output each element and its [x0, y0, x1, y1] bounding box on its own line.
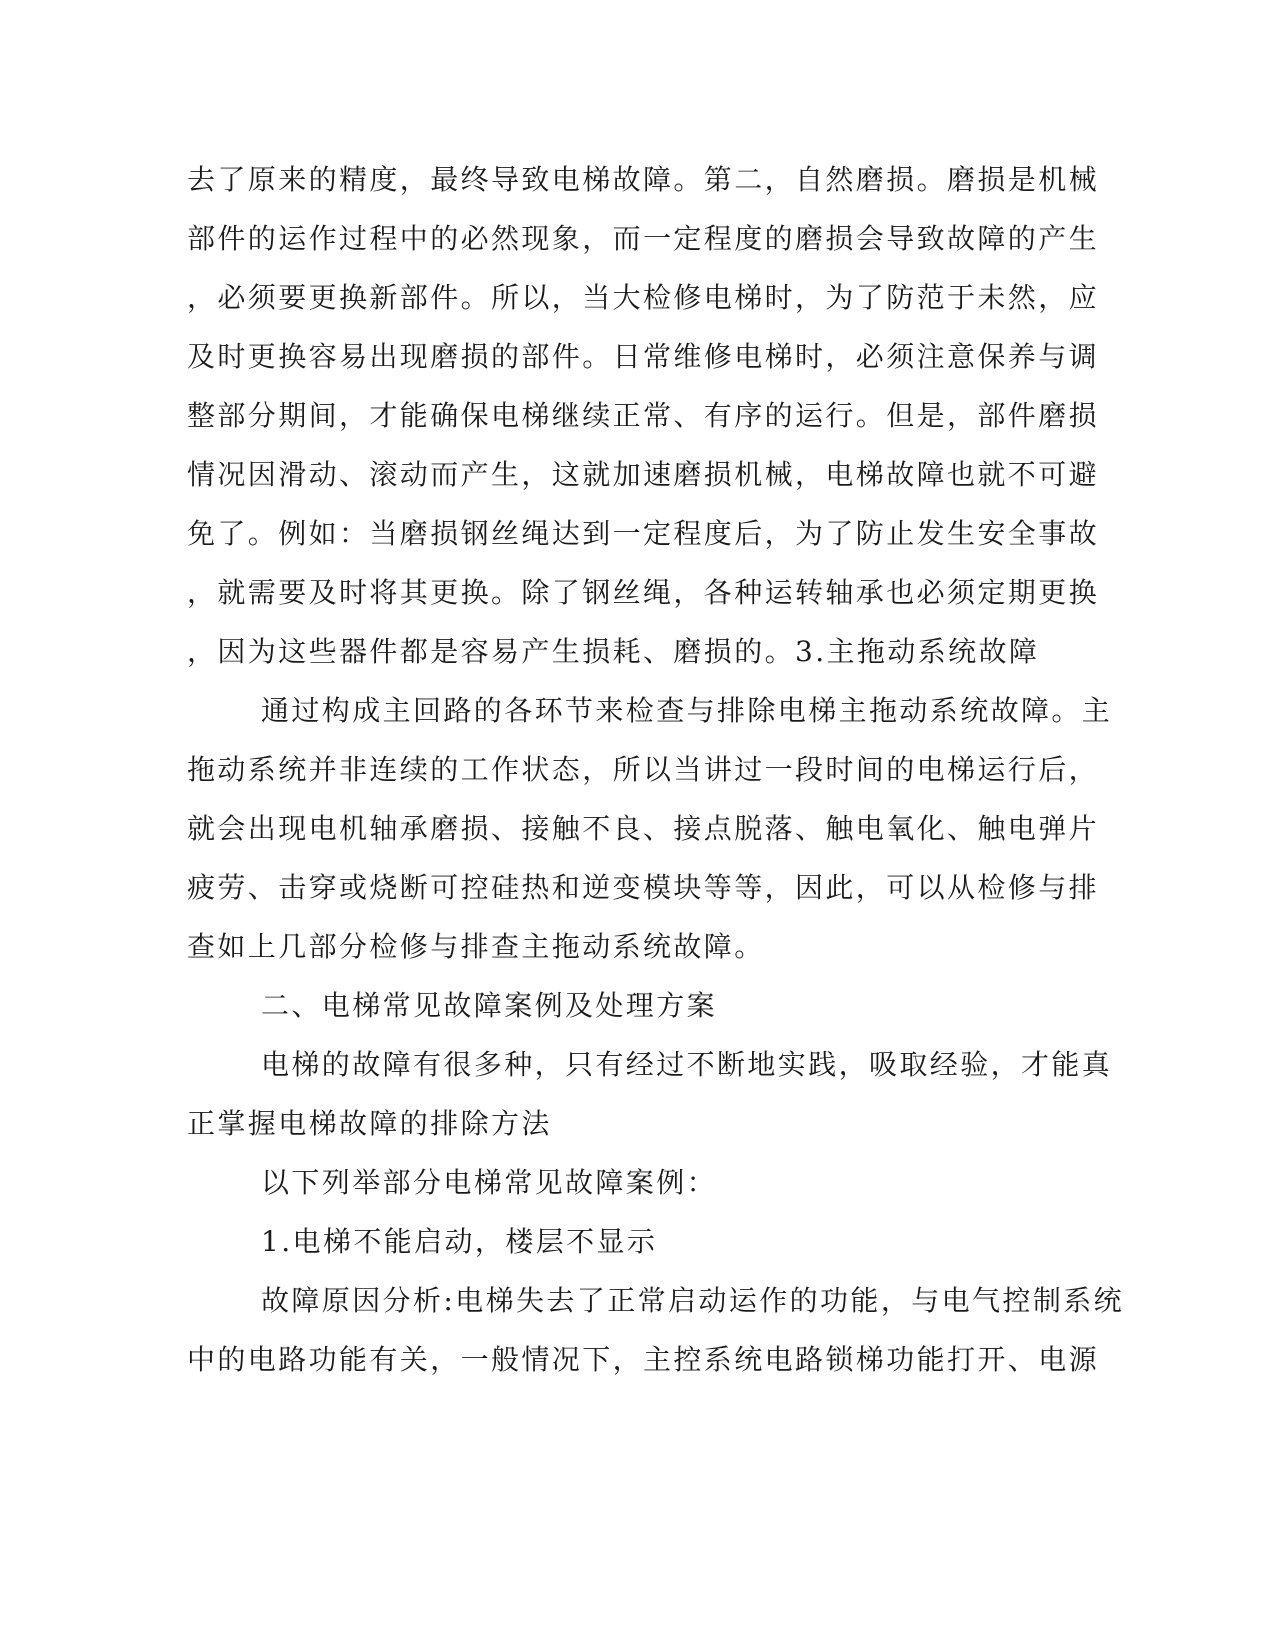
section-heading: 二、电梯常见故障案例及处理方案 — [261, 989, 718, 1022]
text-line-7: 免了。例如：当磨损钢丝绳达到一定程度后，为了防止发生安全事故 — [187, 517, 1100, 550]
text-line-6: 情况因滑动、滚动而产生，这就加速磨损机械，电梯故障也就不可避 — [187, 458, 1100, 491]
text-line-17: 正掌握电梯故障的排除方法 — [187, 1107, 552, 1140]
text-line-8: ，就需要及时将其更换。除了钢丝绳，各种运转轴承也必须定期更换 — [187, 576, 1100, 609]
paragraph-start-1: 通过构成主回路的各环节来检查与排除电梯主拖动系统故障。主 — [261, 694, 1113, 727]
text-line-1: 去了原来的精度，最终导致电梯故障。第二，自然磨损。磨损是机械 — [187, 163, 1100, 196]
paragraph-start-4: 故障原因分析:电梯失去了正常启动运作的功能，与电气控制系统 — [261, 1284, 1125, 1317]
text-line-5: 整部分期间，才能确保电梯继续正常、有序的运行。但是，部件磨损 — [187, 399, 1100, 432]
text-line-4: 及时更换容易出现磨损的部件。日常维修电梯时，必须注意保养与调 — [187, 340, 1100, 373]
text-line-2: 部件的运作过程中的必然现象，而一定程度的磨损会导致故障的产生 — [187, 222, 1100, 255]
text-line-3: ，必须要更换新部件。所以，当大检修电梯时，为了防范于未然，应 — [187, 281, 1100, 314]
text-line-13: 疲劳、击穿或烧断可控硅热和逆变模块等等，因此，可以从检修与排 — [187, 871, 1100, 904]
text-line-21: 中的电路功能有关，一般情况下，主控系统电路锁梯功能打开、电源 — [187, 1343, 1100, 1376]
text-line-14: 查如上几部分检修与排查主拖动系统故障。 — [187, 930, 765, 963]
case-heading: 1.电梯不能启动，楼层不显示 — [261, 1225, 658, 1258]
paragraph-start-3: 以下列举部分电梯常见故障案例： — [261, 1166, 718, 1199]
paragraph-start-2: 电梯的故障有很多种，只有经过不断地实践，吸取经验，才能真 — [261, 1048, 1113, 1081]
text-line-11: 拖动系统并非连续的工作状态，所以当讲过一段时间的电梯运行后， — [187, 753, 1100, 786]
text-line-12: 就会出现电机轴承磨损、接触不良、接点脱落、触电氧化、触电弹片 — [187, 812, 1100, 845]
text-line-9: ，因为这些器件都是容易产生损耗、磨损的。3.主拖动系统故障 — [187, 635, 1040, 668]
